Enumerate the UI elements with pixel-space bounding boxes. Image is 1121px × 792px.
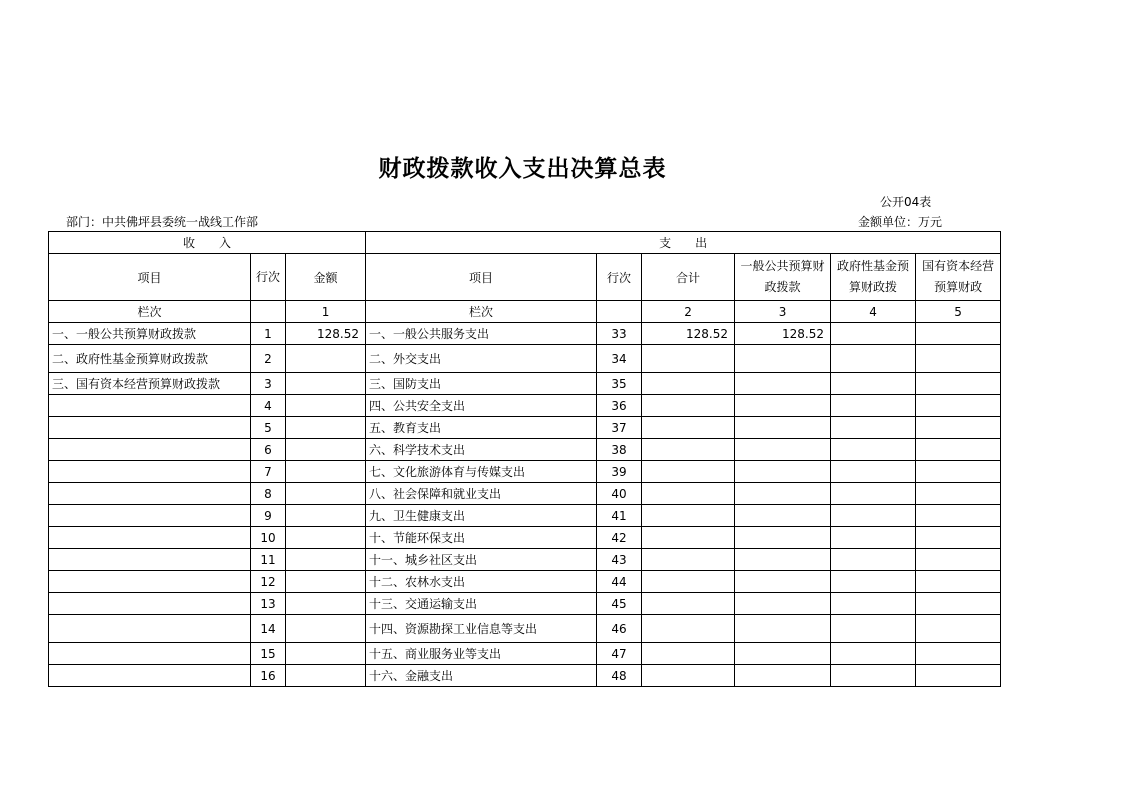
fund-budget-amount bbox=[831, 571, 916, 593]
state-capital-amount bbox=[916, 461, 1001, 483]
page-title: 财政拨款收入支出决算总表 bbox=[378, 155, 667, 182]
table-row bbox=[49, 549, 1001, 571]
general-budget-amount bbox=[735, 345, 831, 373]
income-amount bbox=[286, 345, 366, 373]
income-amount bbox=[286, 643, 366, 665]
column-number-1: 1 bbox=[286, 301, 366, 323]
state-capital-amount bbox=[916, 527, 1001, 549]
state-capital-amount bbox=[916, 571, 1001, 593]
expense-item: 二、外交支出 bbox=[366, 345, 597, 373]
income-item bbox=[49, 505, 251, 527]
total-header: 合计 bbox=[642, 254, 735, 301]
income-item: 二、政府性基金预算财政拨款 bbox=[49, 345, 251, 373]
fund-budget-amount bbox=[831, 373, 916, 395]
total-amount bbox=[642, 345, 735, 373]
expense-item: 十六、金融支出 bbox=[366, 665, 597, 687]
state-capital-amount bbox=[916, 395, 1001, 417]
expense-line-number: 42 bbox=[597, 527, 642, 549]
income-line-number: 2 bbox=[251, 345, 286, 373]
table-row bbox=[49, 323, 1001, 345]
income-line-number: 9 bbox=[251, 505, 286, 527]
income-amount bbox=[286, 483, 366, 505]
expense-line-number: 35 bbox=[597, 373, 642, 395]
income-amount bbox=[286, 571, 366, 593]
income-item: 一、一般公共预算财政拨款 bbox=[49, 323, 251, 345]
total-amount bbox=[642, 665, 735, 687]
expense-line-number: 44 bbox=[597, 571, 642, 593]
fund-budget-amount bbox=[831, 593, 916, 615]
income-amount bbox=[286, 505, 366, 527]
expense-item: 十三、交通运输支出 bbox=[366, 593, 597, 615]
income-item bbox=[49, 483, 251, 505]
income-amount bbox=[286, 549, 366, 571]
table-row bbox=[49, 345, 1001, 373]
expense-header: 支 出 bbox=[366, 232, 1001, 254]
expense-line-number: 39 bbox=[597, 461, 642, 483]
department-label: 部门：中共佛坪县委统一战线工作部 bbox=[66, 215, 259, 229]
total-amount bbox=[642, 417, 735, 439]
income-line-number: 3 bbox=[251, 373, 286, 395]
expense-line-number: 34 bbox=[597, 345, 642, 373]
column-label-expense: 栏次 bbox=[366, 301, 597, 323]
general-budget-amount bbox=[735, 483, 831, 505]
empty-cell bbox=[597, 301, 642, 323]
state-capital-amount bbox=[916, 615, 1001, 643]
table-row bbox=[49, 505, 1001, 527]
general-budget-amount bbox=[735, 461, 831, 483]
expense-item-header: 项目 bbox=[366, 254, 597, 301]
expense-line-number: 43 bbox=[597, 549, 642, 571]
general-budget-amount bbox=[735, 439, 831, 461]
income-item bbox=[49, 395, 251, 417]
total-amount: 128.52 bbox=[642, 323, 735, 345]
table-row bbox=[49, 373, 1001, 395]
total-amount bbox=[642, 643, 735, 665]
total-amount bbox=[642, 373, 735, 395]
income-line-number: 11 bbox=[251, 549, 286, 571]
income-amount bbox=[286, 417, 366, 439]
expense-item: 十、节能环保支出 bbox=[366, 527, 597, 549]
fund-budget-amount bbox=[831, 483, 916, 505]
total-amount bbox=[642, 549, 735, 571]
state-capital-amount bbox=[916, 593, 1001, 615]
expense-line-number: 33 bbox=[597, 323, 642, 345]
general-budget-amount bbox=[735, 643, 831, 665]
fund-budget-amount bbox=[831, 549, 916, 571]
table-row bbox=[49, 643, 1001, 665]
income-item bbox=[49, 417, 251, 439]
income-amount bbox=[286, 373, 366, 395]
state-capital-amount bbox=[916, 345, 1001, 373]
fund-budget-amount bbox=[831, 527, 916, 549]
income-line-number: 10 bbox=[251, 527, 286, 549]
state-capital-amount bbox=[916, 505, 1001, 527]
expense-line-header: 行次 bbox=[597, 254, 642, 301]
income-amount bbox=[286, 593, 366, 615]
fund-budget-amount bbox=[831, 665, 916, 687]
income-item bbox=[49, 571, 251, 593]
expense-item: 五、教育支出 bbox=[366, 417, 597, 439]
total-amount bbox=[642, 593, 735, 615]
column-number-2: 2 bbox=[642, 301, 735, 323]
amount-header: 金额 bbox=[286, 254, 366, 301]
expense-item: 四、公共安全支出 bbox=[366, 395, 597, 417]
income-header: 收 入 bbox=[49, 232, 366, 254]
general-budget-amount bbox=[735, 527, 831, 549]
income-line-number: 1 bbox=[251, 323, 286, 345]
total-amount bbox=[642, 505, 735, 527]
income-amount bbox=[286, 439, 366, 461]
expense-line-number: 46 bbox=[597, 615, 642, 643]
income-line-number: 4 bbox=[251, 395, 286, 417]
expense-item: 三、国防支出 bbox=[366, 373, 597, 395]
income-line-number: 14 bbox=[251, 615, 286, 643]
total-amount bbox=[642, 461, 735, 483]
state-capital-header: 国有资本经营预算财政 bbox=[916, 254, 1001, 301]
fund-budget-amount bbox=[831, 505, 916, 527]
expense-line-number: 38 bbox=[597, 439, 642, 461]
form-number: 公开04表 bbox=[880, 195, 932, 209]
table-row bbox=[49, 571, 1001, 593]
general-budget-amount bbox=[735, 615, 831, 643]
total-amount bbox=[642, 439, 735, 461]
general-budget-amount bbox=[735, 417, 831, 439]
fund-budget-amount bbox=[831, 323, 916, 345]
expense-item: 十二、农林水支出 bbox=[366, 571, 597, 593]
income-line-number: 15 bbox=[251, 643, 286, 665]
income-amount bbox=[286, 615, 366, 643]
income-item bbox=[49, 593, 251, 615]
income-line-number: 7 bbox=[251, 461, 286, 483]
income-line-number: 16 bbox=[251, 665, 286, 687]
income-amount bbox=[286, 665, 366, 687]
state-capital-amount bbox=[916, 323, 1001, 345]
general-budget-amount bbox=[735, 395, 831, 417]
expense-line-number: 40 bbox=[597, 483, 642, 505]
expense-item: 十四、资源勘探工业信息等支出 bbox=[366, 615, 597, 643]
income-line-number: 8 bbox=[251, 483, 286, 505]
income-item bbox=[49, 643, 251, 665]
expense-item: 十五、商业服务业等支出 bbox=[366, 643, 597, 665]
income-item bbox=[49, 461, 251, 483]
income-item bbox=[49, 527, 251, 549]
expense-item: 十一、城乡社区支出 bbox=[366, 549, 597, 571]
income-item: 三、国有资本经营预算财政拨款 bbox=[49, 373, 251, 395]
total-amount bbox=[642, 571, 735, 593]
state-capital-amount bbox=[916, 643, 1001, 665]
fund-budget-amount bbox=[831, 345, 916, 373]
budget-table bbox=[48, 231, 1001, 687]
income-item-header: 项目 bbox=[49, 254, 251, 301]
state-capital-amount bbox=[916, 417, 1001, 439]
fund-budget-amount bbox=[831, 439, 916, 461]
income-item bbox=[49, 615, 251, 643]
income-amount bbox=[286, 461, 366, 483]
income-line-number: 5 bbox=[251, 417, 286, 439]
column-label-income: 栏次 bbox=[49, 301, 251, 323]
state-capital-amount bbox=[916, 665, 1001, 687]
expense-line-number: 41 bbox=[597, 505, 642, 527]
unit-label: 金额单位：万元 bbox=[858, 215, 943, 229]
income-line-number: 12 bbox=[251, 571, 286, 593]
table-row bbox=[49, 439, 1001, 461]
state-capital-amount bbox=[916, 439, 1001, 461]
general-budget-amount: 128.52 bbox=[735, 323, 831, 345]
expense-line-number: 48 bbox=[597, 665, 642, 687]
column-number-5: 5 bbox=[916, 301, 1001, 323]
total-amount bbox=[642, 527, 735, 549]
expense-item: 六、科学技术支出 bbox=[366, 439, 597, 461]
income-item bbox=[49, 665, 251, 687]
fund-budget-header: 政府性基金预算财政拨 bbox=[831, 254, 916, 301]
table-row bbox=[49, 461, 1001, 483]
state-capital-amount bbox=[916, 483, 1001, 505]
expense-line-number: 36 bbox=[597, 395, 642, 417]
state-capital-amount bbox=[916, 549, 1001, 571]
expense-item: 九、卫生健康支出 bbox=[366, 505, 597, 527]
fund-budget-amount bbox=[831, 395, 916, 417]
income-amount bbox=[286, 527, 366, 549]
general-budget-amount bbox=[735, 505, 831, 527]
table-row bbox=[49, 395, 1001, 417]
fund-budget-amount bbox=[831, 461, 916, 483]
income-amount bbox=[286, 395, 366, 417]
fund-budget-amount bbox=[831, 615, 916, 643]
expense-item: 八、社会保障和就业支出 bbox=[366, 483, 597, 505]
fund-budget-amount bbox=[831, 417, 916, 439]
total-amount bbox=[642, 615, 735, 643]
income-item bbox=[49, 549, 251, 571]
general-budget-amount bbox=[735, 549, 831, 571]
income-line-number: 6 bbox=[251, 439, 286, 461]
total-amount bbox=[642, 483, 735, 505]
table-row bbox=[49, 483, 1001, 505]
general-budget-amount bbox=[735, 665, 831, 687]
total-amount bbox=[642, 395, 735, 417]
column-number-4: 4 bbox=[831, 301, 916, 323]
income-amount: 128.52 bbox=[286, 323, 366, 345]
expense-line-number: 45 bbox=[597, 593, 642, 615]
income-item bbox=[49, 439, 251, 461]
general-budget-amount bbox=[735, 571, 831, 593]
expense-item: 七、文化旅游体育与传媒支出 bbox=[366, 461, 597, 483]
table-row bbox=[49, 615, 1001, 643]
income-line-number: 13 bbox=[251, 593, 286, 615]
empty-cell bbox=[251, 301, 286, 323]
expense-item: 一、一般公共服务支出 bbox=[366, 323, 597, 345]
general-budget-header: 一般公共预算财政拨款 bbox=[735, 254, 831, 301]
income-line-header: 行次 bbox=[251, 254, 286, 301]
expense-line-number: 37 bbox=[597, 417, 642, 439]
column-number-3: 3 bbox=[735, 301, 831, 323]
table-row bbox=[49, 593, 1001, 615]
general-budget-amount bbox=[735, 593, 831, 615]
table-row bbox=[49, 417, 1001, 439]
expense-line-number: 47 bbox=[597, 643, 642, 665]
general-budget-amount bbox=[735, 373, 831, 395]
fund-budget-amount bbox=[831, 643, 916, 665]
table-row bbox=[49, 665, 1001, 687]
state-capital-amount bbox=[916, 373, 1001, 395]
table-row bbox=[49, 527, 1001, 549]
